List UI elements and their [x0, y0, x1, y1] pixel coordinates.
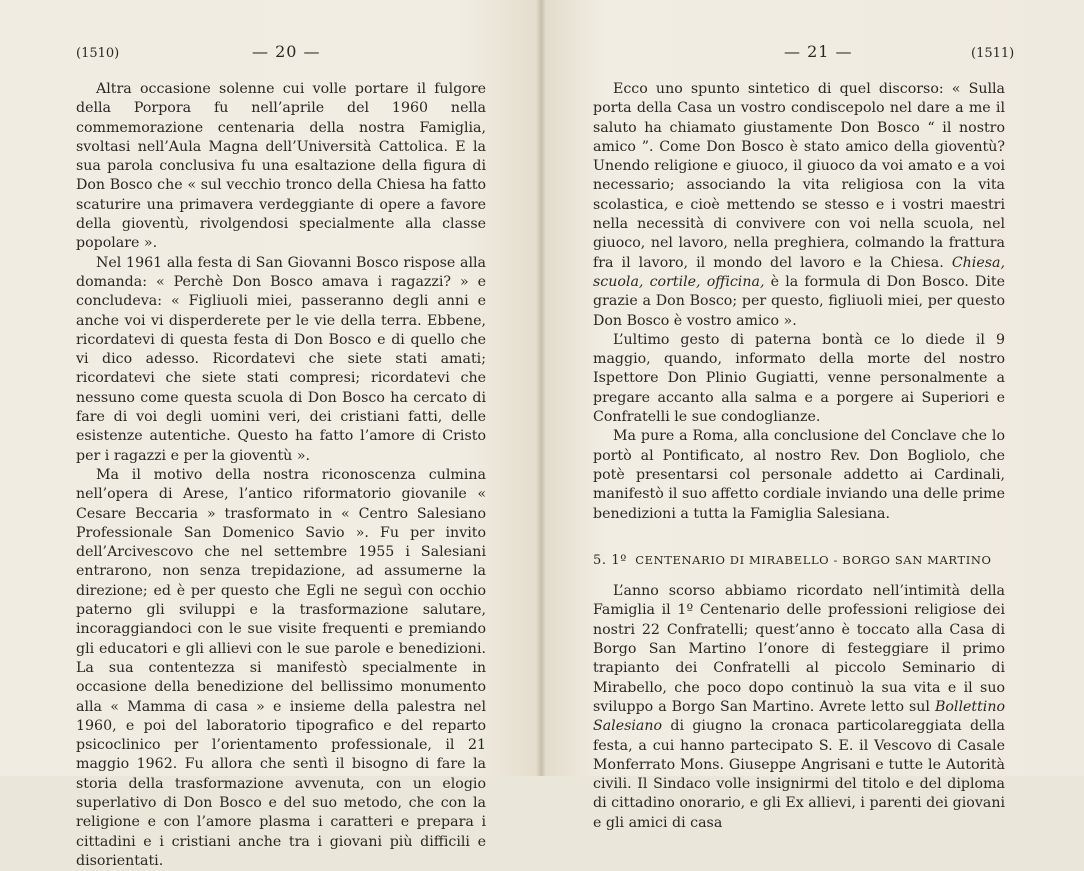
- right-paragraph-1-part-b: è la formula di Don Bosco. Dite grazie a Don Bosco; per questo, figliuoli miei, per questo Don Bosco è vostro amico ».: [593, 273, 1005, 329]
- section-number: 5. 1º: [593, 552, 627, 568]
- left-page: [0, 0, 541, 869]
- section-title: CENTENARIO DI MIRABELLO - BORGO SAN MARTINO: [635, 552, 992, 567]
- right-paragraph-2: L’ultimo gesto di paterna bontà ce lo diede il 9 maggio, quando, informato della morte del nostro Ispettore Don Plinio Gugiatti, venne personalmente a pregare accanto alla salma e a porgere ai Superiori e Confratelli le sue condoglianze.: [593, 331, 1005, 426]
- left-page-number: — 20 —: [252, 42, 321, 61]
- right-paragraph-4: [593, 582, 1005, 833]
- left-body-text: [76, 80, 486, 871]
- right-page-number: — 21 —: [784, 42, 853, 61]
- right-paragraph-1: [593, 80, 1005, 331]
- right-paragraph-1-part-a: Ecco uno spunto sintetico di quel discorso: « Sulla porta della Casa un vostro condiscepolo nel dare a me il saluto ha chiamato giustamente Don Bosco “ il nostro amico ”. Come Don Bosco è stato amico della gioventù? Unendo religione e giuoco, il giuoco da voi amato e a voi necessario; associando la vita religiosa con la vita scolastica, e cioè mettendo se stesso e i vostri maestri nella necessità di convivere con voi nella scuola, nel giuoco, nel lavoro, nella preghiera, colmando la frattura fra il lavoro, il mondo del lavoro e la Chiesa.: [593, 81, 1005, 271]
- right-page: [541, 0, 1084, 831]
- left-paragraph-2: Nel 1961 alla festa di San Giovanni Bosco rispose alla domanda: « Perchè Don Bosco amava i ragazzi? » e concludeva: « Figliuoli miei, passeranno degli anni e anche voi vi disperderete per le vie della terra. Ebbene, ricordatevi di questa festa di Don Bosco e di quello che vi dico adesso. Ricordatevi che siete stati amati; ricordatevi che siete stati compresi; ricordatevi che nessuno come questa scuola di Don Bosco ha cercato di fare di voi degli uomini veri, dei cristiani fatti, delle esistenze autentiche. Questo ha fatto l’amore di Cristo per i ragazzi e per la gioventù ».: [76, 254, 486, 464]
- book-gutter: [536, 0, 546, 776]
- left-header-marker: (1510): [76, 46, 120, 61]
- left-paragraph-3: Ma il motivo della nostra riconoscenza culmina nell’opera di Arese, l’antico riformatorio giovanile « Cesare Beccaria » trasformato in « Centro Salesiano Professionale San Domenico Savio ». Fu per invito dell’Arcivescovo che nel settembre 1955 i Salesiani entrarono, non senza trepidazione, ad assumerne la direzione; ed è per questo che Egli ne seguì con occhio paterno gli sviluppi e la trasformazione salutare, incoraggiandoci con le sue visite frequenti e premiando gli educatori e gli allievi con le sue parole e benedizioni. La sua contentezza si manifestò specialmente in occasione della benedizione del bellissimo monumento alla « Mamma di casa » e insieme della palestra nel 1960, e poi del laboratorio tipografico e del reparto psicoclinico per l’orientamento professionale, il 21 maggio 1962. Fu allora che sentì il bisogno di fare la storia della trasformazione avvenuta, con un elogio superlativo di Don Bosco e del suo metodo, che con la religione e con l’amore plasma i caratteri e prepara i cittadini e i cristiani anche tra i giovani più difficili e disorientati.: [76, 466, 486, 869]
- right-paragraph-3: Ma pure a Roma, alla conclusione del Conclave che lo portò al Pontificato, al nostro Rev. Don Bogliolo, che potè presentarsi col personale addetto ai Cardinali, manifestò il suo affetto cordiale inviando una delle prime benedizioni a tutta la Famiglia Salesiana.: [593, 428, 1005, 522]
- right-paragraph-1-italic: Chiesa, scuola, cortile, officina,: [593, 254, 1005, 290]
- right-body-text: [593, 80, 1005, 833]
- section-heading: [593, 551, 1005, 570]
- right-paragraph-4-part-a: L’anno scorso abbiamo ricordato nell’intimità della Famiglia il 1º Centenario delle professioni religiose dei nostri 22 Confratelli; quest’anno è toccato alla Casa di Borgo San Martino l’onore di festeggiare il primo trapianto dei Confratelli al piccolo Seminario di Mirabello, che poco dopo continuò la sua vita e il suo sviluppo a Borgo San Martino. Avrete letto sul: [593, 583, 1005, 715]
- right-paragraph-4-italic: Bollettino Salesiano: [593, 698, 1005, 735]
- left-paragraph-1: Altra occasione solenne cui volle portare il fulgore della Porpora fu nell’aprile del 1960 nella commemorazione centenaria della nostra Famiglia, svoltasi nell’Aula Magna dell’Università Cattolica. E la sua parola conclusiva fu una esaltazione della figura di Don Bosco che « sul vecchio tronco della Chiesa ha fatto scaturire una primavera verdeggiante di opere a favore della gioventù, rivolgendosi specialmente alla classe popolare ».: [76, 81, 486, 252]
- right-paragraph-4-part-b: di giugno la cronaca particolareggiata della festa, a cui hanno partecipato S. E. il Vescovo di Casale Monferrato Mons. Giuseppe Angrisani e tutte le Autorità civili. Il Sindaco volle insignirmi del titolo e del diploma di cittadino onorario, e gli Ex allievi, i parenti dei giovani e gli amici di casa: [593, 718, 1005, 831]
- right-header-marker: (1511): [971, 46, 1015, 61]
